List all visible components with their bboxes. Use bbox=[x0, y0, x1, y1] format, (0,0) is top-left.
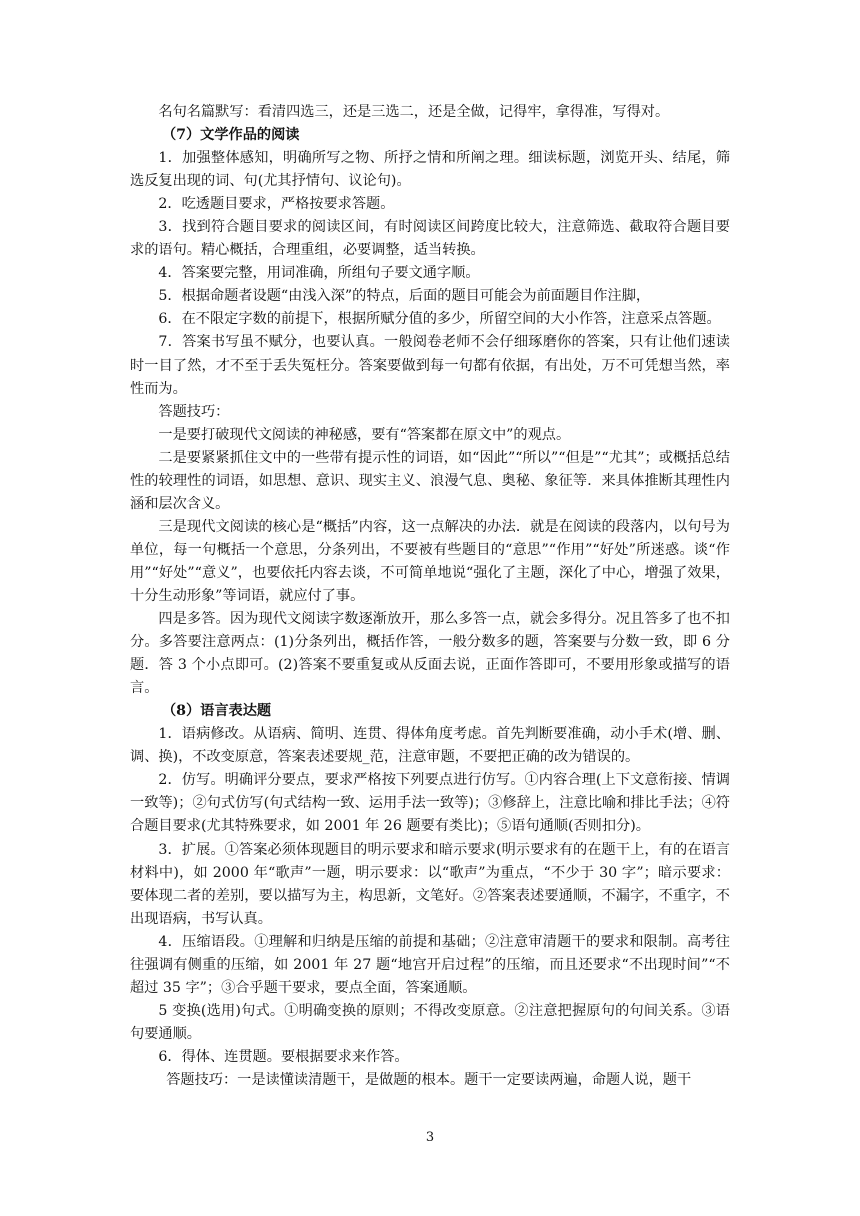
paragraph: 6．在不限定字数的前提下，根据所赋分值的多少，所留空间的大小作答，注意采点答题。 bbox=[158, 311, 721, 328]
page-number: 3 bbox=[425, 1130, 435, 1145]
paragraph: 5 变换(选用)句式。①明确变换的原则；不得改变原意。②注意把握原句的句间关系。③语句要通顺。 bbox=[130, 1002, 730, 1042]
page-body bbox=[130, 101, 730, 1092]
paragraph: 答题技巧：一是读懂读清题干，是做题的根本。题干一定要读两遍，命题人说，题干 bbox=[166, 1071, 692, 1088]
paragraph: 3．扩展。①答案必须体现题目的明示要求和暗示要求(明示要求有的在题干上，有的在语言材料中)，如 2000 年“歌声”一题，明示要求：以“歌声”为重点，“不少于 30 字”；暗示要求：要体现二者的差别，要以描写为主，构思新，文笔好。②答案表述要通顺，不漏字，不重字，不出现语病，书写认真。 bbox=[130, 841, 730, 927]
section-heading: （8）语言表达题 bbox=[161, 703, 272, 720]
paragraph: 名句名篇默写：看清四选三，还是三选二，还是全做，记得牢，拿得准，写得对。 bbox=[158, 104, 670, 120]
paragraph: 4．压缩语段。①理解和归纳是压缩的前提和基础；②注意审清题干的要求和限制。高考往往强调有侧重的压缩，如 2001 年 27 题“地宫开启过程”的压缩，而且还要求“不出现时间”“不超过 35 字”；③合乎题干要求，要点全面，答案通顺。 bbox=[130, 933, 730, 996]
paragraph: 5．根据命题者设题“由浅入深”的特点，后面的题目可能会为前面题目作注脚， bbox=[158, 288, 651, 305]
paragraph: 一是要打破现代文阅读的神秘感，要有“答案都在原文中”的观点。 bbox=[158, 426, 571, 443]
paragraph: 四是多答。因为现代文阅读字数逐渐放开，那么多答一点，就会多得分。况且答多了也不扣分。多答要注意两点：(1)分条列出，概括作答，一般分数多的题，答案要与分数一致，即 6 分题．答 3 个小点即可。(2)答案不要重复或从反面去说，正面作答即可，不要用形象或描写的语言。 bbox=[130, 611, 730, 697]
paragraph: 二是要紧紧抓住文中的一些带有提示性的词语，如“因此”“所以”“但是”“尤其”；或概括总结性的较理性的词语，如思想、意识、现实主义、浪漫气息、奥秘、象征等．来具体推断其理性内涵和层次含义。 bbox=[130, 449, 730, 512]
paragraph: 三是现代文阅读的核心是“概括”内容，这一点解决的办法．就是在阅读的段落内，以句号为单位，每一句概括一个意思，分条列出，不要被有些题目的“意思”“作用”“好处”所迷惑。谈“作用”“好处”“意义”，也要依托内容去谈，不可简单地说“强化了主题，深化了中心，增强了效果，十分生动形象”等词语，就应付了事。 bbox=[130, 518, 730, 604]
paragraph: 1．语病修改。从语病、简明、连贯、得体角度考虑。首先判断要准确，动小手术(增、删、调、换)，不改变原意，答案表述要规_范，注意审题，不要把正确的改为错误的。 bbox=[130, 726, 730, 766]
paragraph: 6．得体、连贯题。要根据要求来作答。 bbox=[158, 1048, 409, 1065]
paragraph: 4．答案要完整，用词准确，所组句子要文通字顺。 bbox=[158, 265, 480, 282]
paragraph: 1．加强整体感知，明确所写之物、所抒之情和所阐之理。细读标题，浏览开头、结尾，筛选反复出现的词、句(尤其抒情句、议论句)。 bbox=[130, 150, 730, 190]
section-heading: （7）文学作品的阅读 bbox=[161, 127, 300, 144]
paragraph: 答题技巧： bbox=[158, 403, 230, 420]
paragraph: 3．找到符合题目要求的阅读区间，有时阅读区间跨度比较大，注意筛选、截取符合题目要求的语句。精心概括，合理重组，必要调整，适当转换。 bbox=[130, 219, 730, 259]
paragraph: 7．答案书写虽不赋分，也要认真。一般阅卷老师不会仔细琢磨你的答案，只有让他们速读时一目了然，才不至于丢失冤枉分。答案要做到每一句都有依据，有出处，万不可凭想当然，率性而为。 bbox=[130, 334, 730, 397]
paragraph: 2．吃透题目要求，严格按要求答题。 bbox=[158, 196, 395, 213]
paragraph: 2．仿写。明确评分要点，要求严格按下列要点进行仿写。①内容合理(上下文意衔接、情调一致等)；②句式仿写(句式结构一致、运用手法一致等)；③修辞上，注意比喻和排比手法；④符合题目要求(尤其特殊要求，如 2001 年 26 题要有类比)；⑤语句通顺(否则扣分)。 bbox=[130, 772, 730, 835]
